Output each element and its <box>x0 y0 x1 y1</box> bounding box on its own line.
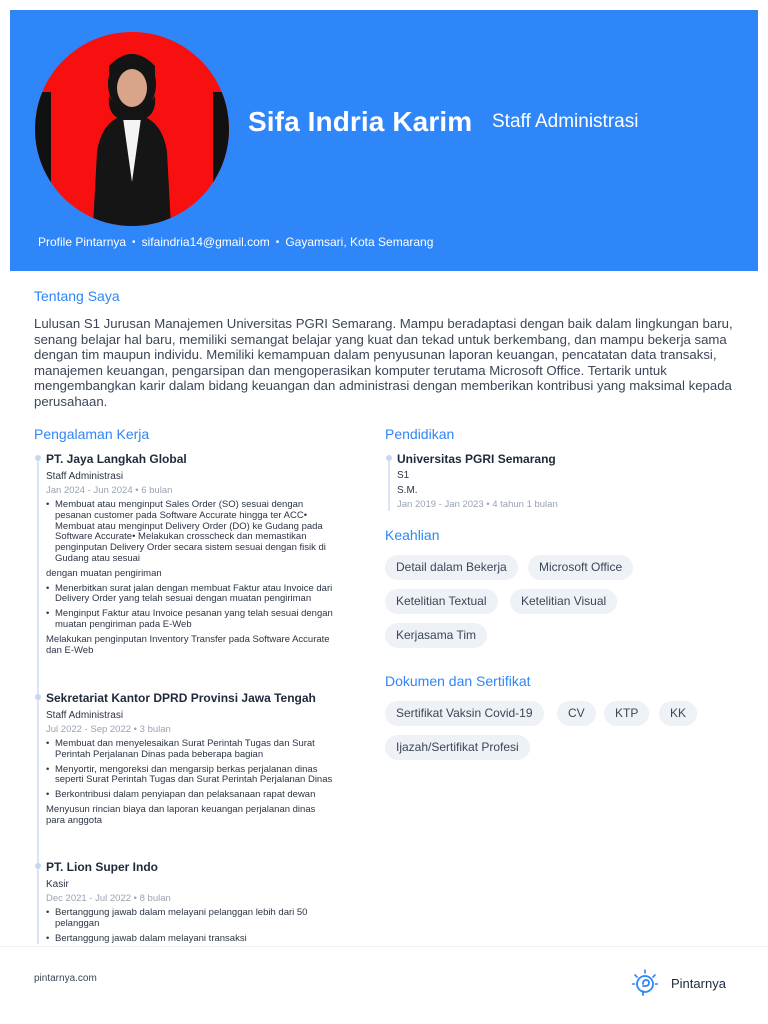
job-role: Staff Administrasi <box>46 471 124 482</box>
document-chip[interactable]: KTP <box>604 701 649 726</box>
skill-chip: Microsoft Office <box>528 555 633 580</box>
candidate-title: Staff Administrasi <box>492 111 639 132</box>
about-text: Lulusan S1 Jurusan Manajemen Universitas PGRI Semarang. Mampu beradaptasi dengan baik dalam lingkungan baru, senang belajar hal baru, memiliki semangat belajar yang kuat dan tekad untuk berkembang, dan mampu bekerja sama dengan tim maupun individu. Memiliki kemampuan dalam penyusunan laporan keuangan, pencatatan data transaksi, manajemen keuangan, pengarsipan dan mengoperasikan komputer terutama Microsoft Office. Tertarik untuk mengembangkan karir dalam bidang keuangan dan administrasi dengan memberikan kontribusi yang maksimal kepada perusahaan. <box>34 316 733 409</box>
profile-link[interactable]: Profile Pintarnya <box>38 235 127 249</box>
location-text: Gayamsari, Kota Semarang <box>285 235 434 249</box>
job-company: PT. Lion Super Indo <box>46 860 158 874</box>
job-bullet: • Menerbitkan surat jalan dengan membuat Faktur atau Invoice dari Delivery Order yang telah sesuai dengan muatan pengiriman <box>46 584 336 606</box>
skill-chip: Kerjasama Tim <box>385 623 487 648</box>
profile-photo <box>35 32 229 226</box>
profile-header <box>10 10 758 271</box>
footer-brand <box>632 969 726 997</box>
skills-heading: Keahlian <box>385 527 440 543</box>
job-responsibilities <box>46 908 336 944</box>
education-period: Jan 2019 - Jan 2023 • 4 tahun 1 bulan <box>397 499 558 510</box>
candidate-name: Sifa Indria Karim <box>248 106 473 137</box>
education-school: Universitas PGRI Semarang <box>397 452 556 466</box>
job-bullet: • Membuat atau menginput Sales Order (SO) sesuai dengan pesanan customer pada Software Accurate hingga ter ACC• Membuat atau menginput Delivery Order (DO) ke Gudang pada Software Accurate• Melakukan crosscheck dan memastikan penginputan Delivery Order secara sistem sesuai dengan fisik di Gudang atau sesuai <box>46 500 336 565</box>
timeline-dot <box>35 455 41 461</box>
job-period: Dec 2021 - Jul 2022 • 8 bulan <box>46 893 171 904</box>
footer-url[interactable]: pintarnya.com <box>34 973 97 984</box>
job-bullet: • Berkontribusi dalam penyiapan dan pelaksanaan rapat dewan <box>46 790 336 801</box>
footer-divider <box>0 946 768 947</box>
job-bullet: • Membuat dan menyelesaikan Surat Perintah Tugas dan Surat Perintah Perjalanan Dinas pada beberapa bagian <box>46 739 336 761</box>
document-chip[interactable]: KK <box>659 701 697 726</box>
document-chip[interactable]: Sertifikat Vaksin Covid-19 <box>385 701 544 726</box>
document-chip[interactable]: Ijazah/Sertifikat Profesi <box>385 735 530 760</box>
education-entry <box>397 452 717 511</box>
job-responsibilities <box>46 500 336 656</box>
education-level: S1 <box>397 470 410 481</box>
job-bullet: • Bertanggung jawab dalam melayani transaksi <box>46 934 336 945</box>
skill-chip: Detail dalam Bekerja <box>385 555 518 580</box>
job-bullet: • Menyortir, mengoreksi dan mengarsip berkas perjalanan dinas seperti Surat Perintah Tugas dan Surat Perintah Perjalanan Dinas <box>46 765 336 787</box>
job-note: Melakukan penginputan Inventory Transfer pada Software Accurate dan E-Web <box>46 633 330 656</box>
timeline-dot <box>386 455 392 461</box>
about-heading: Tentang Saya <box>34 288 120 304</box>
skill-chip: Ketelitian Textual <box>385 589 498 614</box>
brand-name: Pintarnya <box>671 975 726 991</box>
job-role: Staff Administrasi <box>46 710 124 721</box>
education-degree: S.M. <box>397 485 418 496</box>
job-company: Sekretariat Kantor DPRD Provinsi Jawa Tengah <box>46 691 316 705</box>
job-entry <box>46 452 336 660</box>
document-chip[interactable]: CV <box>557 701 596 726</box>
job-note: Menyusun rincian biaya dan laporan keuangan perjalanan dinas para anggota <box>46 803 316 826</box>
job-period: Jul 2022 - Sep 2022 • 3 bulan <box>46 724 171 735</box>
person-silhouette-icon <box>35 32 229 226</box>
contact-separator: • <box>275 236 280 248</box>
experience-heading: Pengalaman Kerja <box>34 426 150 442</box>
email-link[interactable]: sifaindria14@gmail.com <box>141 235 270 249</box>
skill-chip: Ketelitian Visual <box>510 589 617 614</box>
timeline-dot <box>35 694 41 700</box>
education-heading: Pendidikan <box>385 426 455 442</box>
experience-timeline <box>37 457 39 944</box>
job-role: Kasir <box>46 879 69 890</box>
education-timeline <box>388 457 390 511</box>
job-bullet: • Bertanggung jawab dalam melayani pelanggan lebih dari 50 pelanggan <box>46 908 336 930</box>
contact-row <box>38 235 433 249</box>
job-period: Jan 2024 - Jun 2024 • 6 bulan <box>46 485 173 496</box>
job-entry <box>46 691 336 831</box>
job-bullet: • Menginput Faktur atau Invoice pesanan yang telah sesuai dengan muatan pengiriman pada E-Web <box>46 609 336 631</box>
job-company: PT. Jaya Langkah Global <box>46 452 187 466</box>
contact-separator: • <box>132 236 136 248</box>
job-entry <box>46 860 336 948</box>
job-note: dengan muatan pengiriman <box>46 567 162 579</box>
pintarnya-logo-icon <box>632 969 658 997</box>
timeline-dot <box>35 863 41 869</box>
job-responsibilities <box>46 739 336 827</box>
documents-heading: Dokumen dan Sertifikat <box>385 673 531 689</box>
